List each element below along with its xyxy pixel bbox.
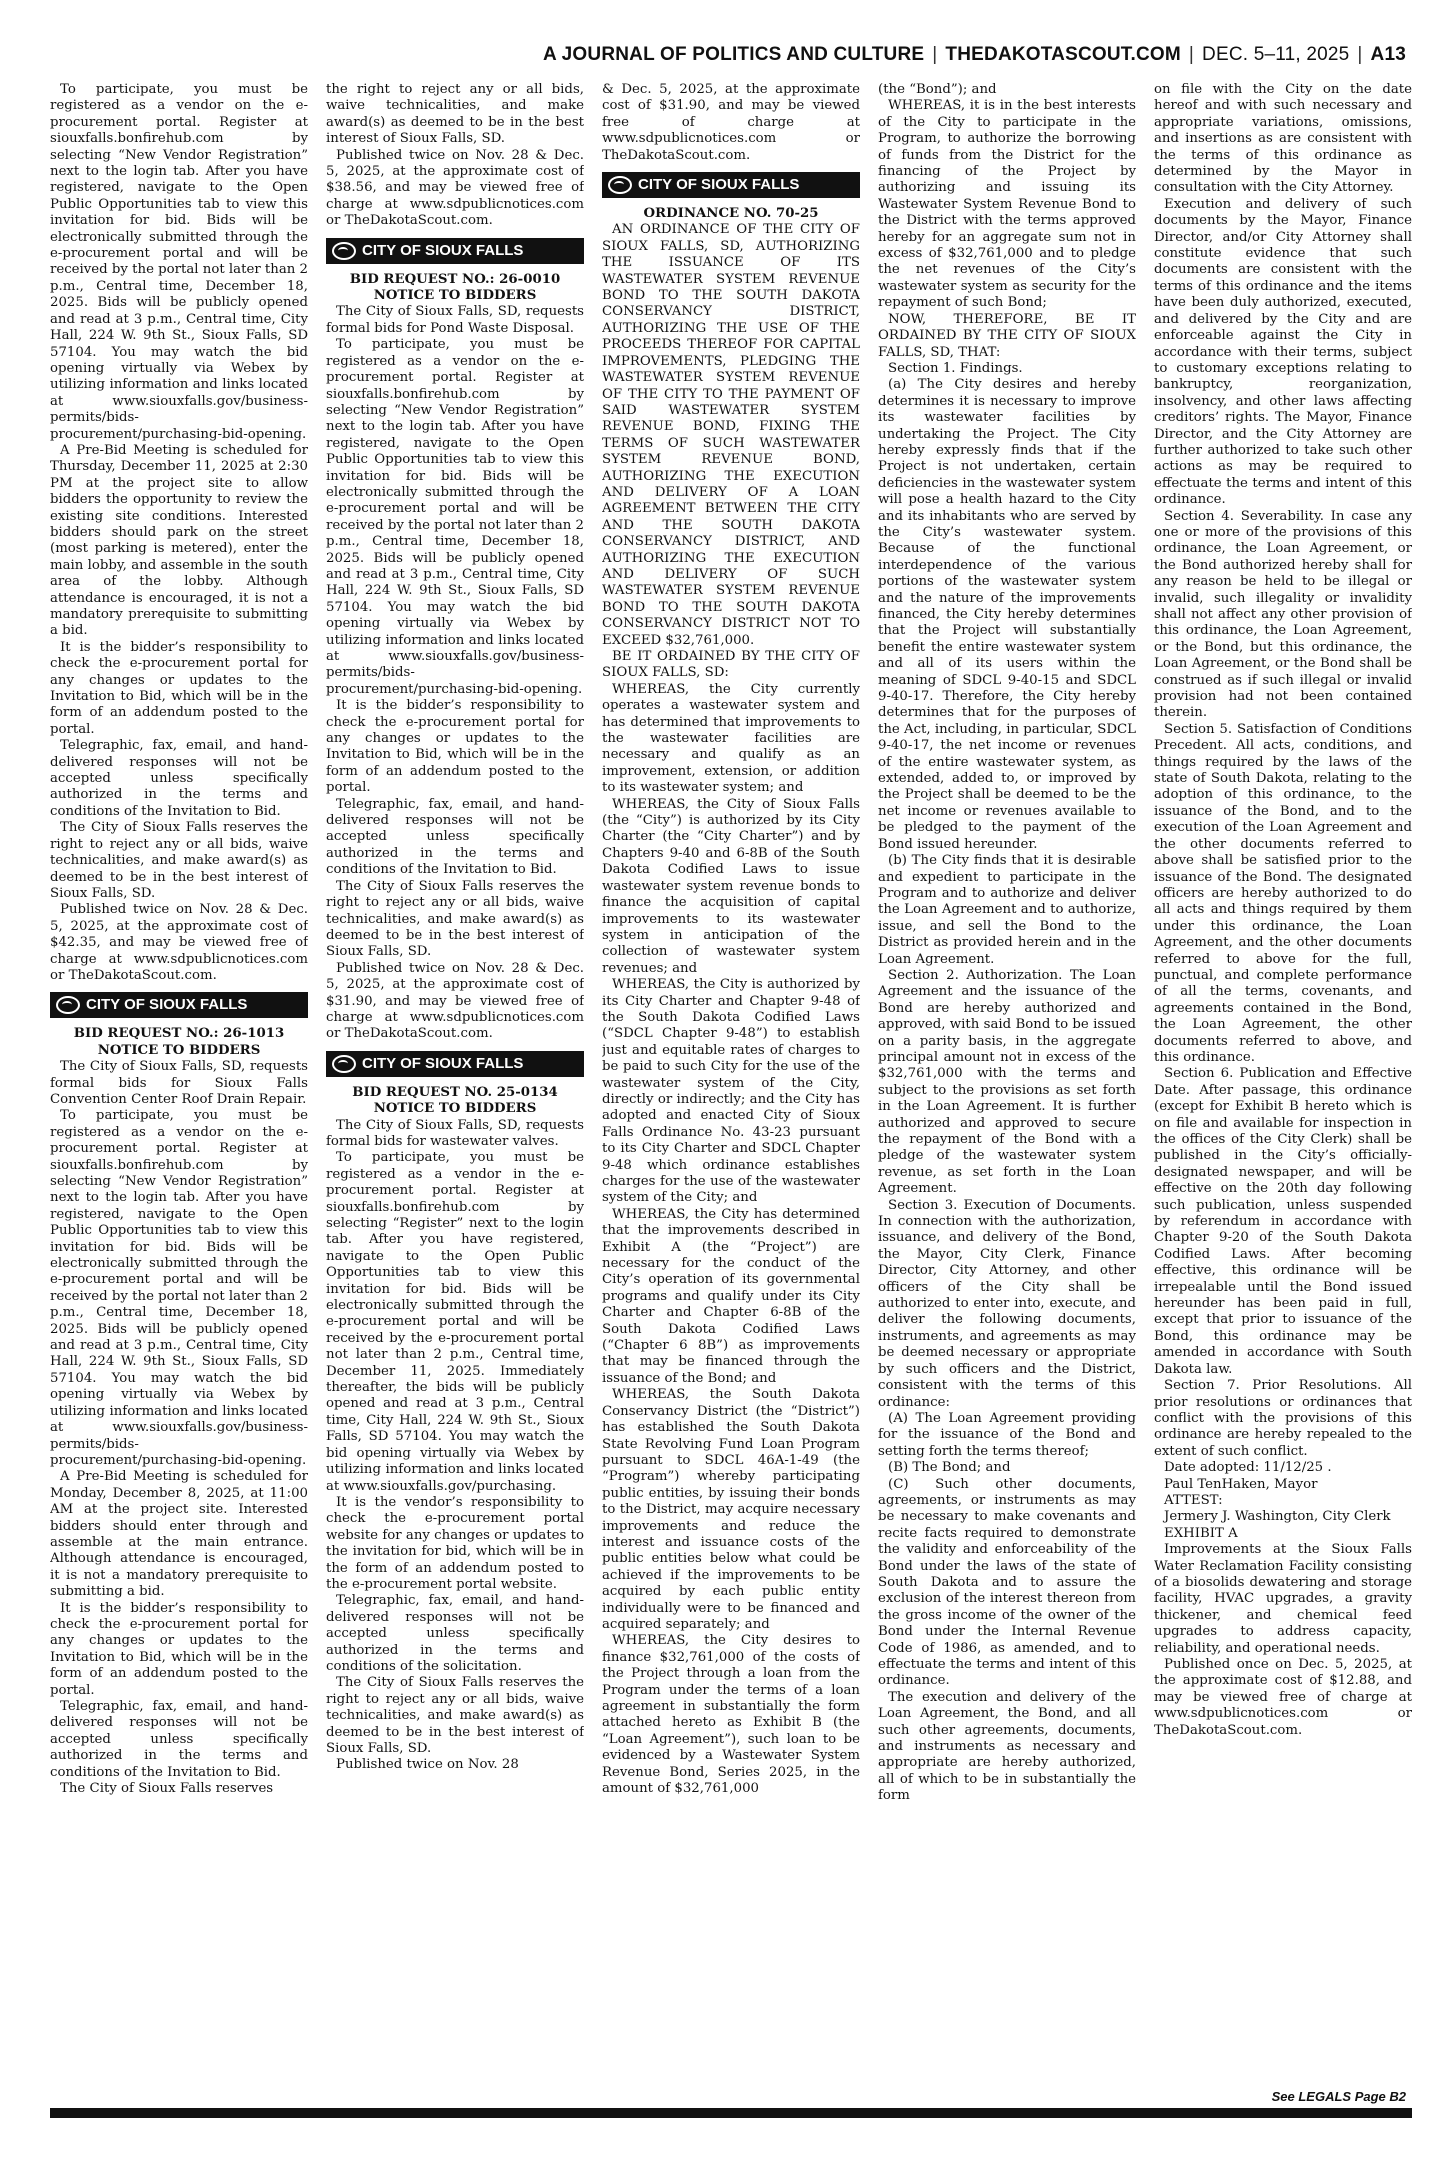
column-1 (50, 82, 308, 2102)
notice-paragraph: Section 5. Satisfaction of Conditions Precedent. All acts, conditions, and things required by the laws of the state of South Dakota, relating to the adoption of this ordinance, to the issuance of the Bond, and to the execution of the Loan Agreement and the other documents referred to above shall be satisfied prior to the issuance of the Bond. The designated officers are hereby authorized to do all acts and things required by them under this ordinance, the Loan Agreement, and the other documents referred to above for the full, punctual, and complete performance of all the terms, covenants, and agreements contained in the Bond, the Loan Agreement, the other documents referred to above, and this ordinance. (1154, 721, 1412, 1065)
notice-paragraph: The City of Sioux Falls reserves the right to reject any or all bids, waive technicalities, and make award(s) as deemed to be in the best interest of Sioux Falls, SD. (326, 1675, 584, 1756)
city-seal-icon (332, 1055, 356, 1073)
section-banner (326, 1051, 584, 1077)
section-banner (50, 992, 308, 1018)
notice-paragraph: Section 6. Publication and Effective Date. After passage, this ordinance (except for Exhibit B hereto which is on file and available for inspection in the offices of the City Clerk) shall be published in the City’s officially-designated newspaper, and will be effective on the 20th day following such publication, unless suspended by referendum in accordance with Chapter 9-20 of the South Dakota Codified Laws. After becoming effective, this ordinance will be irrepealable until the Bond issued hereunder has been paid in full, except that prior to issuance of the Bond, this ordinance may be amended in accordance with South Dakota law. (1154, 1066, 1412, 1377)
notice-paragraph: To participate, you must be registered as a vendor on the e-procurement portal. Register at siouxfalls.bonfirehub.com by selecting “New Vendor Registration” next to the login tab. After you have registered, navigate to the Open Public Opportunities tab to view this invitation for bid. Bids will be electronically submitted through the e-procurement portal and will be received by the portal not later than 2 p.m., Central time, December 18, 2025. Bids will be publicly opened and read at 3 p.m., Central time, City Hall, 224 W. 9th St., Sioux Falls, SD 57104. You may watch the bid opening virtually via Webex by utilizing information and links located at www.siouxfalls.gov/business-permits/bids-procurement/purchasing-bid-opening. (326, 337, 584, 697)
header-divider: | (1357, 44, 1363, 65)
notice-paragraph: EXHIBIT A (1164, 1525, 1238, 1541)
notice-paragraph: Section 4. Severability. In case any one or more of the provisions of this ordinance, the Loan Agreement, or the Bond authorized hereby shall for any reason be held to be illegal or invalid, such illegality or invalidity shall not affect any other provision of this ordinance, the Loan Agreement, or the Bond, but this ordinance, the Loan Agreement, or the Bond shall be construed as if such illegal or invalid provision had not been contained therein. (1154, 508, 1412, 721)
notice-subheading: NOTICE TO BIDDERS (373, 1101, 537, 1117)
notice-paragraph: NOW, THEREFORE, BE IT ORDAINED BY THE CITY OF SIOUX FALLS, SD, THAT: (878, 311, 1136, 360)
notice-paragraph: Telegraphic, fax, email, and hand-delivered responses will not be accepted unless specifically authorized in the terms and conditions of the solicitation. (326, 1593, 584, 1674)
notice-paragraph: Section 3. Execution of Documents. In connection with the authorization, issuance, and delivery of the Bond, the Mayor, City Clerk, Finance Director, City Attorney, and other officers of the City shall be authorized to enter into, execute, and deliver the following documents, instruments, and agreements as may be deemed necessary or appropriate by such officers and the District, consistent with the terms of this ordinance: (878, 1197, 1136, 1410)
notice-paragraph: WHEREAS, the City currently operates a wastewater system and has determined that improvements to the wastewater facilities are necessary and qualify as an improvement, extension, or addition to its wastewater system; and (602, 681, 860, 796)
section-banner (602, 172, 860, 198)
notice-heading: BID REQUEST NO. 25-0134 (352, 1084, 558, 1100)
notice-paragraph: Improvements at the Sioux Falls Water Reclamation Facility consisting of a biosolids dewatering and storage facility, HVAC upgrades, a gravity thickener, and chemical feed upgrades to address capacity, reliability, and operational needs. (1154, 1542, 1412, 1656)
notice-paragraph: ATTEST: (1164, 1492, 1223, 1508)
notice-paragraph: WHEREAS, the City is authorized by its City Charter and Chapter 9-48 of the South Dakota Codified Laws (“SDCL Chapter 9-48”) to establish just and equitable rates of charges to be paid to such City for the use of the wastewater system of the City, directly or indirectly; and the City has adopted and enacted City of Sioux Falls Ordinance No. 43-23 pursuant to its City Charter and SDCL Chapter 9-48 which ordinance establishes charges for the use of the wastewater system of the City; and (602, 977, 860, 1206)
header-divider: | (1188, 44, 1195, 65)
notice-heading: BID REQUEST NO.: 26-1013 (73, 1026, 285, 1042)
footer-rule (50, 2108, 1412, 2118)
city-seal-icon (332, 242, 356, 260)
section-banner (326, 238, 584, 264)
notice-paragraph: The City of Sioux Falls reserves the right to reject any or all bids, waive technicalities, and make award(s) as deemed to be in the best interest of Sioux Falls, SD. (326, 878, 584, 960)
notice-paragraph: The City of Sioux Falls reserves the right to reject any or all bids, waive technicalities, and make award(s) as deemed to be in the best interest of Sioux Falls, SD. (50, 820, 308, 901)
notice-paragraph: The City of Sioux Falls reserves (60, 1781, 274, 1797)
notice-subheading: NOTICE TO BIDDERS (373, 288, 537, 304)
notice-paragraph: Jermery J. Washington, City Clerk (1164, 1509, 1391, 1525)
notice-paragraph: & Dec. 5, 2025, at the approximate cost of $31.90, and may be viewed free of charge at www.sdpublicnotices.com or TheDakotaScout.com. (602, 82, 860, 163)
notice-paragraph: To participate, you must be registered as a vendor on the e-procurement portal. Register at siouxfalls.bonfirehub.com by selecting “New Vendor Registration” next to the login tab. After you have registered, navigate to the Open Public Opportunities tab to view this invitation for bid. Bids will be electronically submitted through the e-procurement portal and will be received by the portal not later than 2 p.m., Central time, December 18, 2025. Bids will be publicly opened and read at 3 p.m., Central time, City Hall, 224 W. 9th St., Sioux Falls, SD 57104. You may watch the bid opening virtually via Webex by utilizing information and links located at www.siouxfalls.gov/business-permits/bids-procurement/purchasing-bid-opening. (50, 1108, 308, 1468)
notice-paragraph: It is the vendor’s responsibility to check the e-procurement portal website for any changes or updates to the invitation for bid, which will be in the form of an addendum posted to the e-procurement portal website. (326, 1494, 584, 1592)
notice-paragraph: BE IT ORDAINED BY THE CITY OF SIOUX FALLS, SD: (602, 649, 860, 681)
notice-paragraph: (A) The Loan Agreement providing for the issuance of the Bond and setting forth the terms thereof; (878, 1410, 1136, 1459)
notice-paragraph: (B) The Bond; and (888, 1460, 1011, 1476)
page-header (50, 44, 1406, 66)
notice-paragraph: WHEREAS, it is in the best interests of the City to participate in the Program, to authorize the borrowing of funds from the District for the financing of the Project by authorizing and issuing its Wastewater System Revenue Bond to the District with the terms approved hereby for an aggregate sum not in excess of $32,761,000 and to pledge the net revenues of the City’s wastewater system as security for the repayment of such Bond; (878, 98, 1136, 311)
notice-paragraph: It is the bidder’s responsibility to check the e-procurement portal for any changes or updates to the Invitation to Bid, which will be in the form of an addendum posted to the portal. (326, 698, 584, 796)
notice-paragraph: WHEREAS, the City desires to finance $32,761,000 of the costs of the Project through a loan from the Program under the terms of a loan agreement in substantially the form attached hereto as Exhibit B (the “Loan Agreement”), such loan to be evidenced by a Wastewater System Revenue Bond, Series 2025, in the amount of $32,761,000 (602, 1633, 860, 1797)
ordinance-heading: ORDINANCE NO. 70-25 (643, 206, 819, 222)
banner-label: CITY OF SIOUX FALLS (638, 176, 800, 194)
notice-paragraph: WHEREAS, the South Dakota Conservancy District (the “District”) has established the South Dakota State Revolving Fund Loan Program pursuant to SDCL 46A-1-49 (the “Program”) whereby participating public entities, by issuing their bonds to the District, may acquire necessary improvements and reduce the interest and issuance costs of the public entities below what could be achieved if the improvements to be acquired by each public entity individually were to be financed and acquired separately; and (602, 1387, 860, 1632)
notice-paragraph: (C) Such other documents, agreements, or instruments as may be necessary to make covenants and recite facts required to demonstrate the validity and enforceability of the Bond under the laws of the state of South Dakota and to assure the exclusion of the interest thereon from the gross income of the owner of the Bond under the Internal Revenue Code of 1986, as amended, and to effectuate the terms and intent of this ordinance. (878, 1476, 1136, 1689)
notice-paragraph: A Pre-Bid Meeting is scheduled for Thursday, December 11, 2025 at 2:30 PM at the project site to allow bidders the opportunity to review the existing site conditions. Interested bidders should park on the street (most parking is metered), enter the main lobby, and assemble in the south area of the lobby. Although attendance is encouraged, it is not a mandatory prerequisite to submitting a bid. (50, 442, 308, 639)
notice-paragraph: Section 7. Prior Resolutions. All prior resolutions or ordinances that conflict with the provisions of this ordinance are hereby repealed to the extent of such conflict. (1154, 1378, 1412, 1459)
city-seal-icon (56, 996, 80, 1014)
notice-paragraph: on file with the City on the date hereof and with such necessary and appropriate variations, omissions, and insertions as are consistent with the terms of this ordinance as determined by the Mayor in consultation with the City Attorney. (1154, 82, 1412, 196)
notice-paragraph: Published twice on Nov. 28 (336, 1757, 519, 1773)
notice-paragraph: The City of Sioux Falls, SD, requests formal bids for Sioux Falls Convention Center Roof Drain Repair. (50, 1059, 308, 1107)
notice-paragraph: Section 1. Findings. (888, 360, 1023, 376)
notice-paragraph: Date adopted: 11/12/25 . (1164, 1460, 1332, 1476)
notice-paragraph: Telegraphic, fax, email, and hand-delivered responses will not be accepted unless specifically authorized in the terms and conditions of the Invitation to Bid. (50, 1699, 308, 1780)
notice-paragraph: Telegraphic, fax, email, and hand-delivered responses will not be accepted unless specifically authorized in the terms and conditions of the Invitation to Bid. (50, 738, 308, 819)
banner-label: CITY OF SIOUX FALLS (362, 1054, 524, 1072)
notice-paragraph: A Pre-Bid Meeting is scheduled for Monday, December 8, 2025, at 11:00 AM at the project site. Interested bidders should enter through and assemble at the main entrance. Although attendance is encouraged, it is not a mandatory prerequisite to submitting a bid. (50, 1469, 308, 1600)
see-legals-link[interactable]: See LEGALS Page B2 (1271, 2089, 1406, 2104)
column-5 (1154, 82, 1412, 2102)
notice-paragraph: The City of Sioux Falls, SD, requests formal bids for Pond Waste Disposal. (326, 304, 584, 336)
notice-paragraph: WHEREAS, the City of Sioux Falls (the “City”) is authorized by its City Charter (the “City Charter”) and by Chapters 9-40 and 6-8B of the South Dakota Codified Laws to issue wastewater system revenue bonds to finance the acquisition of capital improvements to its wastewater system in anticipation of the collection of wastewater system revenues; and (602, 796, 860, 976)
city-seal-icon (608, 176, 632, 194)
header-divider: | (932, 44, 938, 65)
header-date: DEC. 5–11, 2025 (1202, 44, 1350, 65)
page-number: A13 (1370, 44, 1406, 65)
notice-paragraph: It is the bidder’s responsibility to check the e-procurement portal for any changes or updates to the Invitation to Bid, which will be in the form of an addendum posted to the portal. (50, 1600, 308, 1698)
header-tagline: A JOURNAL OF POLITICS AND CULTURE (542, 44, 925, 65)
notice-paragraph: (the “Bond”); and (878, 82, 997, 97)
notice-paragraph: (b) The City finds that it is desirable and expedient to participate in the Program and to authorize and deliver the Loan Agreement and to authorize, issue, and sell the Bond to the District as provided herein and in the Loan Agreement. (878, 853, 1136, 967)
notice-paragraph: Telegraphic, fax, email, and hand-delivered responses will not be accepted unless specifically authorized in the terms and conditions of the Invitation to Bid. (326, 796, 584, 878)
header-site: THEDAKOTASCOUT.COM (945, 44, 1181, 65)
ordinance-title: AN ORDINANCE OF THE CITY OF SIOUX FALLS, SD, AUTHORIZING THE ISSUANCE OF ITS WASTEWATER SYSTEM REVENUE BOND TO THE SOUTH DAKOTA CONSERVANCY DISTRICT, AUTHORIZING THE USE OF THE PROCEEDS THEREOF FOR CAPITAL IMPROVEMENTS, PLEDGING THE WASTEWATER SYSTEM REVENUE OF THE CITY TO THE PAYMENT OF SAID WASTEWATER SYSTEM REVENUE BOND, FIXING THE TERMS OF SUCH WASTEWATER SYSTEM REVENUE BOND, AUTHORIZING THE EXECUTION AND DELIVERY OF A LOAN AGREEMENT BETWEEN THE CITY AND THE SOUTH DAKOTA CONSERVANCY DISTRICT, AND AUTHORIZING THE EXECUTION AND DELIVERY OF SUCH WASTEWATER SYSTEM REVENUE BOND TO THE SOUTH DAKOTA CONSERVANCY DISTRICT NOT TO EXCEED $32,761,000. (602, 222, 860, 648)
notice-paragraph: The City of Sioux Falls, SD, requests formal bids for wastewater valves. (326, 1117, 584, 1149)
column-3 (602, 82, 860, 2102)
notice-paragraph: It is the bidder’s responsibility to check the e-procurement portal for any changes or updates to the Invitation to Bid, which will be in the form of an addendum posted to the portal. (50, 639, 308, 737)
notice-paragraph: Published twice on Nov. 28 & Dec. 5, 2025, at the approximate cost of $38.56, and may be viewed free of charge at www.sdpublicnotices.com or TheDakotaScout.com. (326, 147, 584, 229)
notice-paragraph: Paul TenHaken, Mayor (1164, 1476, 1318, 1492)
banner-label: CITY OF SIOUX FALLS (362, 241, 524, 259)
notice-paragraph: the right to reject any or all bids, waive technicalities, and make award(s) as deemed to be in the best interest of Sioux Falls, SD. (326, 82, 584, 147)
notice-paragraph: Published twice on Nov. 28 & Dec. 5, 2025, at the approximate cost of $42.35, and may be viewed free of charge at www.sdpublicnotices.com or TheDakotaScout.com. (50, 902, 308, 983)
column-4 (878, 82, 1136, 2102)
legal-notices-columns (50, 82, 1412, 2102)
notice-paragraph: WHEREAS, the City has determined that the improvements described in Exhibit A (the “Project”) are necessary for the conduct of the City’s operation of its governmental programs and qualify under its City Charter and Chapter 6-8B of the South Dakota Codified Laws (“Chapter 6 8B”) as improvements that may be financed through the issuance of the Bond; and (602, 1206, 860, 1386)
notice-paragraph: Execution and delivery of such documents by the Mayor, Finance Director, and/or City Attorney shall constitute evidence that such documents are consistent with the terms of this ordinance and the items have been duly authorized, executed, and delivered by the City and are enforceable against the City in accordance with their terms, subject to customary exceptions relating to bankruptcy, reorganization, insolvency, and other laws affecting creditors’ rights. The Mayor, Finance Director, and the City Attorney are further authorized to take such other actions as may be required to effectuate the terms and intent of this ordinance. (1154, 196, 1412, 508)
notice-paragraph: Published once on Dec. 5, 2025, at the approximate cost of $12.88, and may be viewed free of charge at www.sdpublicnotices.com or TheDakotaScout.com. (1154, 1657, 1412, 1738)
notice-paragraph: Published twice on Nov. 28 & Dec. 5, 2025, at the approximate cost of $31.90, and may be viewed free of charge at www.sdpublicnotices.com or TheDakotaScout.com. (326, 960, 584, 1042)
column-2 (326, 82, 584, 2102)
notice-heading: BID REQUEST NO.: 26-0010 (349, 271, 561, 287)
notice-paragraph: (a) The City desires and hereby determines it is necessary to improve its wastewater facilities by undertaking the Project. The City hereby expressly finds that if the Project is not undertaken, certain deficiencies in the wastewater system will pose a health hazard to the City and its inhabitants who are served by the City’s wastewater system. Because of the functional interdependence of the various portions of the wastewater system and the nature of the improvements financed, the City hereby determines that the Project will substantially benefit the entire wastewater system and all of its users within the meaning of SDCL 9-40-15 and SDCL 9-40-17. Therefore, the City hereby determines that for the purposes of the Act, including, in particular, SDCL 9-40-17, the net income or revenues of the entire wastewater system, as extended, added to, or improved by the Project shall be deemed to be the net income or revenues available to be pledged to the payment of the Bond issued hereunder. (878, 377, 1136, 852)
notice-paragraph: To participate, you must be registered as a vendor on the e-procurement portal. Register at siouxfalls.bonfirehub.com by selecting “New Vendor Registration” next to the login tab. After you have registered, navigate to the Open Public Opportunities tab to view this invitation for bid. Bids will be electronically submitted through the e-procurement portal and will be received by the portal not later than 2 p.m., Central time, December 18, 2025. Bids will be publicly opened and read at 3 p.m., Central time, City Hall, 224 W. 9th St., Sioux Falls, SD 57104. You may watch the bid opening virtually via Webex by utilizing information and links located at www.siouxfalls.gov/business-permits/bids-procurement/purchasing-bid-opening. (50, 82, 308, 442)
notice-paragraph: Section 2. Authorization. The Loan Agreement and the issuance of the Bond are hereby authorized and approved, with said Bond to be issued on a parity basis, in the aggregate principal amount not in excess of the $32,761,000 with the terms and subject to the provisions as set forth in the Loan Agreement. It is further authorized and approved to secure the repayment of the Bond with a pledge of the wastewater system revenue, as set forth in the Loan Agreement. (878, 967, 1136, 1197)
notice-subheading: NOTICE TO BIDDERS (97, 1042, 261, 1058)
banner-label: CITY OF SIOUX FALLS (86, 996, 248, 1014)
notice-paragraph: The execution and delivery of the Loan Agreement, the Bond, and all such other agreements, documents, and instruments as necessary and appropriate are hereby authorized, all of which to be in substantially the form (878, 1689, 1136, 1804)
notice-paragraph: To participate, you must be registered as a vendor in the e-procurement portal. Register at siouxfalls.bonfirehub.com by selecting “Register” next to the login tab. After you have registered, navigate to the Open Public Opportunities tab to view this invitation for bid. Bids will be electronically submitted through the e-procurement portal and will be received by the e-procurement portal not later than 2 p.m., Central time, December 11, 2025. Immediately thereafter, the bids will be publicly opened and read at 3 p.m., Central time, City Hall, 224 W. 9th St., Sioux Falls, SD 57104. You may watch the bid opening virtually via Webex by utilizing information and links located at www.siouxfalls.gov/purchasing. (326, 1150, 584, 1494)
